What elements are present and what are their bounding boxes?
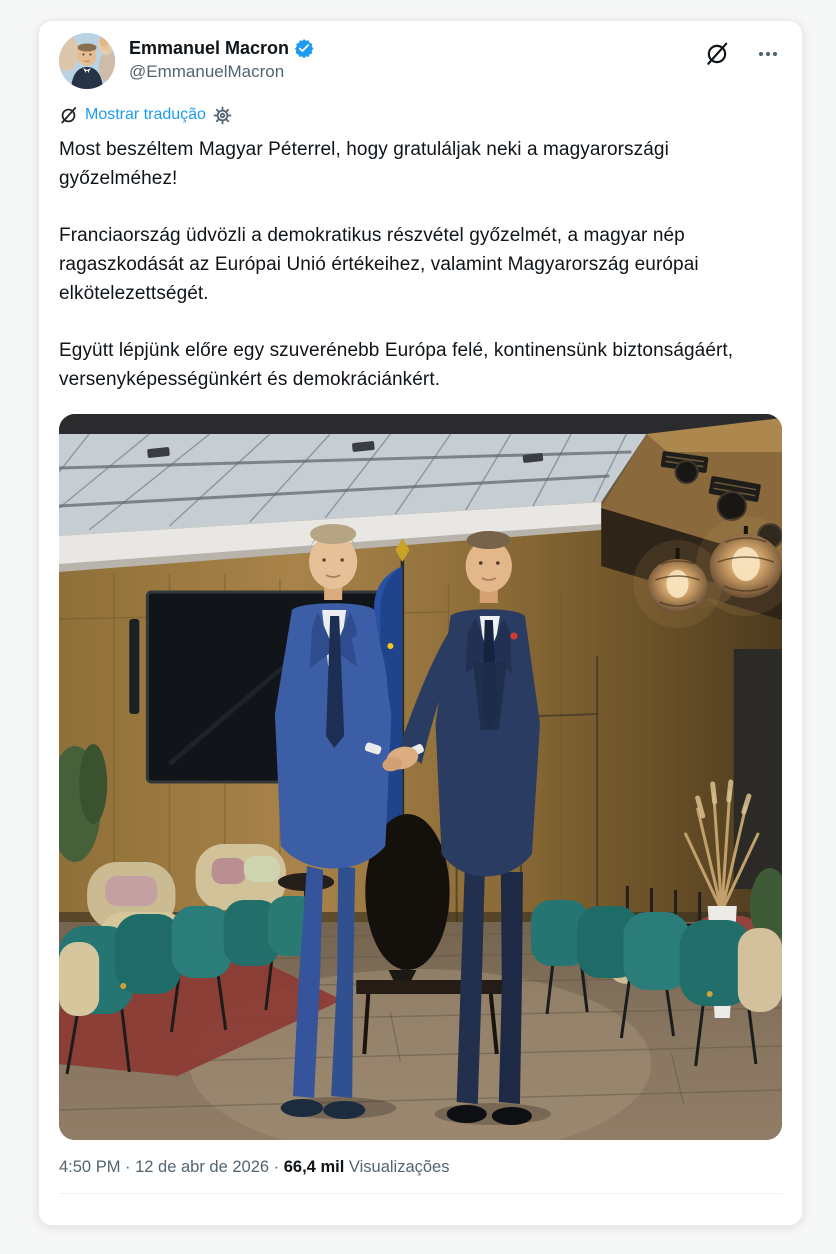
post-text (59, 135, 782, 394)
footer-separator: · (273, 1158, 284, 1176)
divider (59, 1193, 782, 1194)
avatar[interactable] (59, 33, 115, 89)
post-paragraph: Most beszéltem Magyar Péterrel, hogy gratuláljak neki a magyarországi győzelméhez! (59, 139, 669, 189)
verified-badge-icon (294, 38, 314, 58)
gear-icon[interactable] (213, 106, 232, 125)
more-icon[interactable] (756, 42, 780, 66)
table (356, 980, 505, 994)
post-paragraph: Együtt lépjünk előre egy szuverénebb Európa felé, kontinensünk biztonságáért, versenyképességünkért és demokráciánkért. (59, 340, 734, 390)
grok-small-icon (59, 106, 78, 125)
tweet-footer (59, 1157, 782, 1178)
post-paragraph: Franciaország üdvözli a demokratikus részvétel győzelmét, a magyar nép ragaszkodását az Európai Unió értékeihez, valamint Magyarország európai elkötelezettségét. (59, 225, 699, 304)
views-count: 66,4 mil (283, 1158, 345, 1176)
translation-bar (59, 105, 782, 125)
name-block (129, 33, 704, 83)
soundbar (129, 619, 139, 714)
dark-doorway (734, 649, 782, 889)
post-photo[interactable] (59, 414, 782, 1140)
timestamp: 4:50 PM · 12 de abr de 2026 (59, 1158, 270, 1176)
post-photo-illustration (59, 414, 782, 1140)
grok-icon[interactable] (704, 41, 730, 67)
tweet-card (38, 20, 803, 1226)
display-name[interactable]: Emmanuel Macron (129, 38, 290, 58)
avatar-illustration (59, 33, 115, 89)
header-actions (704, 33, 782, 67)
views-label-text: Visualizações (348, 1158, 450, 1176)
show-translation-link[interactable]: Mostrar tradução (85, 106, 206, 123)
tweet-header (59, 33, 782, 89)
user-handle[interactable]: @EmmanuelMacron (129, 62, 285, 81)
